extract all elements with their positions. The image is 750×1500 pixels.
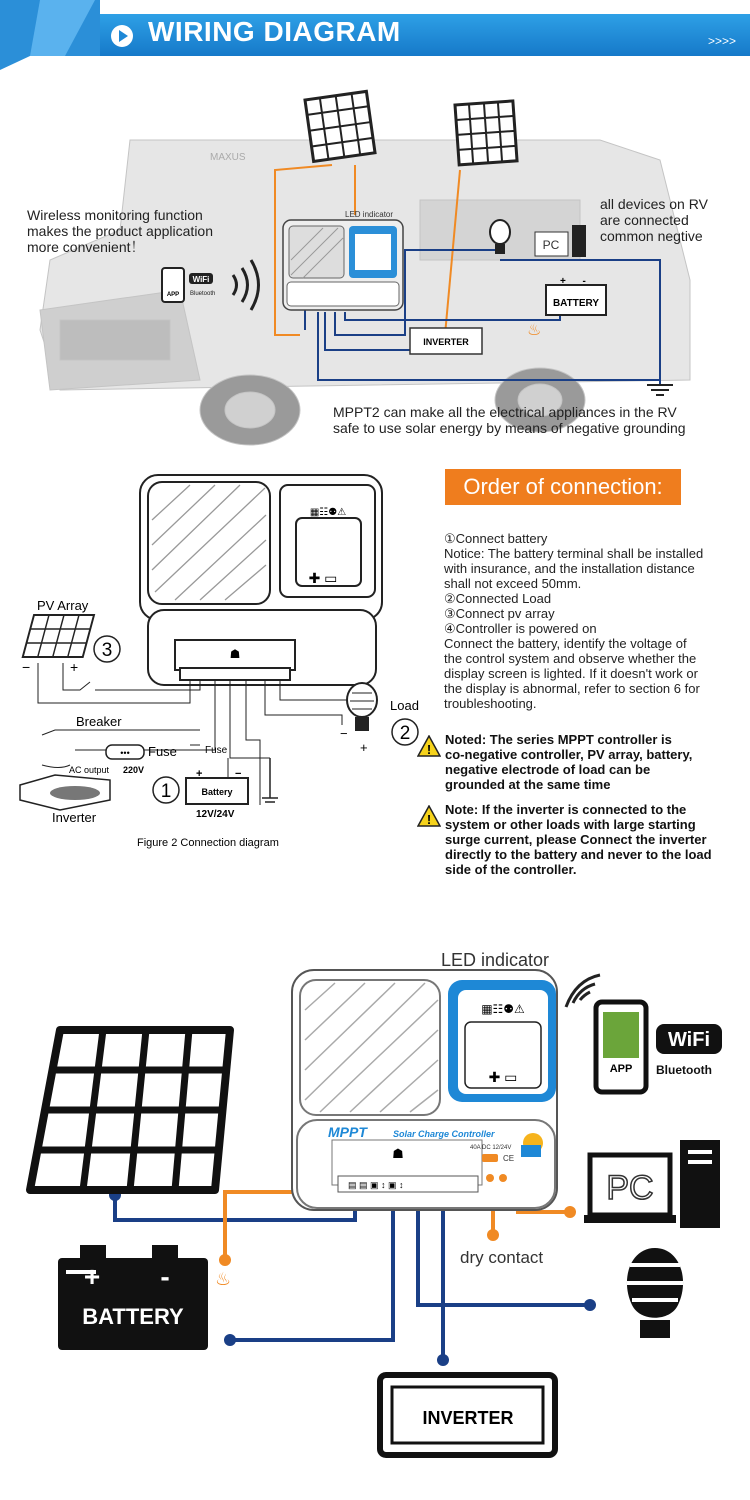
inverter-small bbox=[410, 328, 482, 354]
bluetooth-label: Bluetooth bbox=[656, 1063, 712, 1077]
phone-icon bbox=[596, 1002, 646, 1092]
voltage-220-label: 220V bbox=[123, 765, 145, 775]
wifi-badge bbox=[656, 1024, 722, 1054]
temp-sensor-icon: ♨ bbox=[527, 322, 542, 339]
svg-text:☗: ☗ bbox=[229, 647, 241, 661]
rv-brand: MAXUS bbox=[210, 152, 246, 163]
svg-text:−: − bbox=[22, 659, 31, 675]
svg-text:✚ ▭: ✚ ▭ bbox=[488, 1069, 518, 1085]
solar-panel-icon bbox=[305, 91, 375, 161]
svg-text:☗: ☗ bbox=[392, 1146, 404, 1161]
svg-text:BATTERY: BATTERY bbox=[82, 1304, 184, 1329]
battery-icon bbox=[186, 768, 248, 804]
controller-icon bbox=[292, 970, 557, 1210]
ground-icon bbox=[262, 758, 278, 802]
pv-array-label: PV Array bbox=[37, 598, 89, 613]
controller-small bbox=[283, 220, 403, 310]
svg-text:2: 2 bbox=[399, 723, 411, 744]
battery-voltage: 12V/24V bbox=[196, 809, 235, 820]
connection-diagram bbox=[0, 460, 440, 860]
figure-caption: Figure 2 Connection diagram bbox=[137, 837, 279, 849]
svg-text:PC: PC bbox=[542, 238, 560, 252]
svg-text:−: − bbox=[235, 768, 242, 780]
svg-text:•••: ••• bbox=[120, 748, 130, 758]
led-indicator-small: LED indicator bbox=[345, 210, 394, 219]
temp-sensor-icon: ♨ bbox=[215, 1269, 232, 1289]
fuse-2-label: Fuse bbox=[205, 745, 228, 756]
dry-contact-label: dry contact bbox=[460, 1248, 544, 1267]
ac-output-label: AC output bbox=[69, 765, 110, 775]
svg-text:INVERTER: INVERTER bbox=[423, 337, 469, 347]
svg-text:−: − bbox=[340, 726, 348, 741]
play-icon bbox=[110, 24, 134, 48]
bulb-icon bbox=[627, 1248, 683, 1338]
svg-text:!: ! bbox=[426, 812, 432, 827]
inverter-icon bbox=[20, 775, 110, 810]
svg-text:PC: PC bbox=[606, 1169, 654, 1207]
svg-text:Battery: Battery bbox=[201, 787, 233, 797]
solar-panel-icon bbox=[455, 101, 517, 165]
svg-text:▦☷⚉⚠: ▦☷⚉⚠ bbox=[309, 507, 347, 518]
battery-icon bbox=[58, 1245, 208, 1350]
inverter-label: Inverter bbox=[52, 810, 97, 825]
svg-text:WiFi: WiFi bbox=[667, 1029, 711, 1051]
led-indicator-label: LED indicator bbox=[441, 950, 550, 970]
breaker-label: Breaker bbox=[76, 714, 122, 729]
svg-text:Bluetooth: Bluetooth bbox=[190, 291, 216, 297]
svg-text:APP: APP bbox=[609, 1063, 633, 1075]
inverter-icon bbox=[380, 1375, 555, 1455]
svg-text:WiFi: WiFi bbox=[192, 275, 210, 284]
load-label: Load bbox=[390, 698, 419, 713]
rv-diagram bbox=[0, 80, 750, 450]
warning-icon bbox=[417, 805, 441, 827]
step-3-marker bbox=[94, 636, 120, 662]
order-steps: ①Connect battery Notice: The battery terminal shall be installed with insurance, and the installation distance shall not exceed 50mm. ②Connected Load ③Connect pv array ④Controller is powered on Connect the battery, identify the voltage of the control system and observe whether the display screen is lighted. If it doesn't work or the display is abnormal, refer to section 6 for troubleshooting. bbox=[444, 531, 704, 711]
note-inverter: Note: If the inverter is connected to the system or other loads with large starting surge current, please Connect the inverter directly to the battery and never to the load side of the controller. bbox=[445, 802, 712, 877]
svg-text:+: + bbox=[83, 1261, 101, 1292]
svg-text:1: 1 bbox=[160, 781, 172, 802]
svg-text:APP: APP bbox=[166, 292, 180, 298]
rating-label: 40A DC 12/24V bbox=[470, 1145, 512, 1151]
wireless-text: Wireless monitoring function makes the product application more convenient！ bbox=[27, 207, 213, 255]
svg-text:-: - bbox=[160, 1261, 170, 1292]
ground-icon bbox=[647, 385, 673, 395]
mppt-logo: MPPT bbox=[328, 1124, 367, 1140]
fuse-1-label: Fuse bbox=[148, 744, 177, 759]
mppt-text: MPPT2 can make all the electrical appliances in the RV safe to use solar energy by means of negative grounding bbox=[333, 404, 686, 436]
svg-text:▦☷⚉⚠: ▦☷⚉⚠ bbox=[481, 1002, 525, 1016]
svg-text:!: ! bbox=[426, 742, 432, 757]
step-2-marker bbox=[392, 719, 418, 745]
svg-text:+: + bbox=[360, 740, 368, 755]
svg-text:✚ ▭: ✚ ▭ bbox=[308, 570, 338, 586]
svg-text:▤ ▤ ▣ ↕ ▣ ↕: ▤ ▤ ▣ ↕ ▣ ↕ bbox=[348, 1180, 404, 1190]
devices-text: all devices on RV are connected common negtive bbox=[600, 196, 708, 244]
order-title: Order of connection: bbox=[445, 469, 681, 505]
scc-label: Solar Charge Controller bbox=[393, 1129, 495, 1139]
header-decoration bbox=[0, 0, 100, 70]
section-header bbox=[0, 0, 750, 70]
more-arrows[interactable]: >>>> bbox=[707, 34, 736, 48]
note-negative: Noted: The series MPPT controller is co-negative controller, PV array, battery, negative electrode of load can be grounded at the same time bbox=[445, 732, 693, 792]
ac-outlet-icon bbox=[106, 745, 144, 759]
warning-icon bbox=[417, 735, 441, 757]
solar-panel-icon bbox=[30, 1030, 230, 1190]
svg-text:BATTERY: BATTERY bbox=[552, 298, 600, 309]
solar-panel-icon bbox=[23, 615, 94, 657]
page-title: WIRING DIAGRAM bbox=[148, 16, 401, 47]
system-diagram bbox=[0, 940, 750, 1500]
svg-text:INVERTER: INVERTER bbox=[422, 1408, 514, 1428]
pc-icon bbox=[584, 1140, 720, 1228]
svg-text:+ -: + - bbox=[560, 276, 586, 287]
svg-text:+: + bbox=[196, 768, 203, 780]
svg-text:3: 3 bbox=[101, 640, 113, 661]
bulb-icon bbox=[347, 683, 377, 731]
svg-text:+: + bbox=[70, 659, 79, 675]
wireless-signal-icon bbox=[566, 975, 600, 1007]
step-1-marker bbox=[153, 777, 179, 803]
ce-mark: CE bbox=[503, 1154, 515, 1163]
